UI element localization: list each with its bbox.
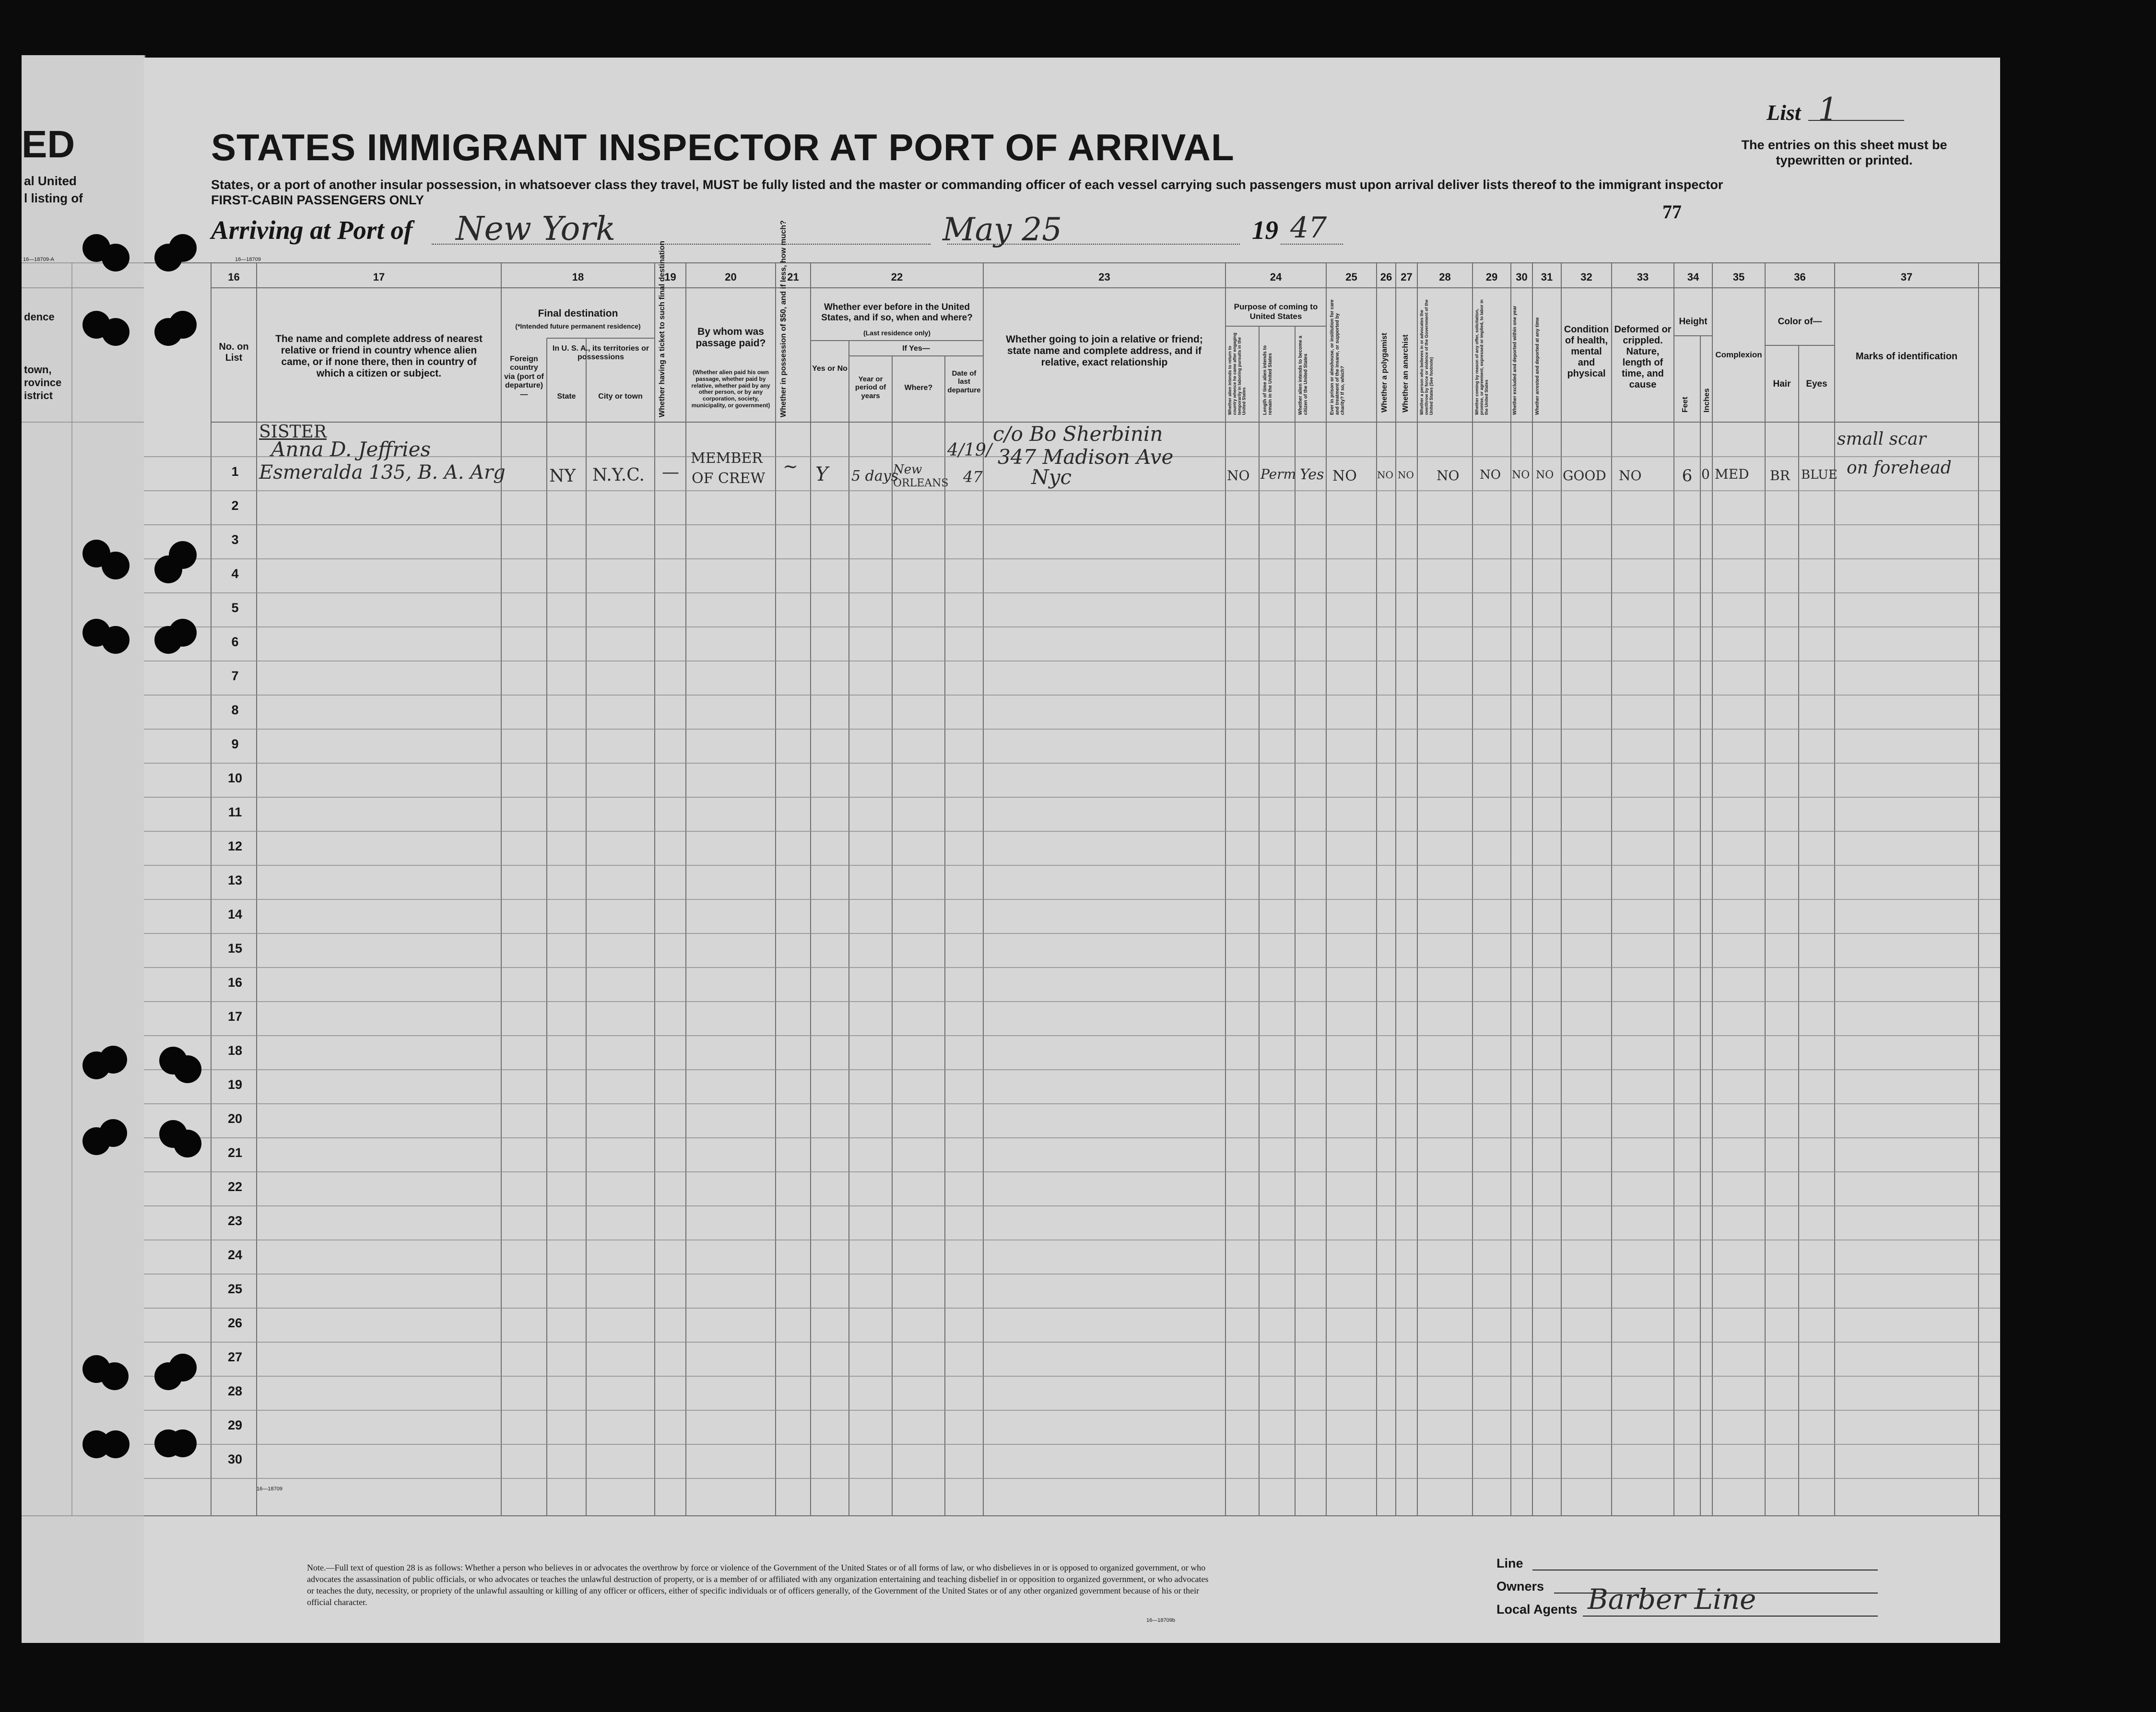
row-number: 10 [227, 771, 243, 785]
punch-hole [169, 234, 197, 262]
list-label: List [1767, 100, 1801, 125]
row-number: 21 [227, 1145, 243, 1160]
row-number: 24 [227, 1248, 243, 1262]
entry-date-last-2: 47 [963, 468, 983, 486]
year-prefix: 19 [1252, 215, 1278, 245]
list-notice: The entries on this sheet must be typewritten or printed. [1741, 138, 1947, 167]
punch-hole [99, 1119, 127, 1147]
row-number: 8 [231, 703, 239, 717]
colnum-16: 16 [228, 271, 240, 283]
row-number: 29 [227, 1418, 243, 1432]
header-year-period: Year or period of years [855, 375, 886, 400]
entry-inches: 0 [1701, 466, 1710, 482]
footer-owners-label: Owners [1496, 1579, 1544, 1594]
entry-anarchist: NO [1398, 469, 1414, 481]
row-number: 9 [231, 737, 239, 751]
entry-join-1: c/o Bo Sherbinin [993, 422, 1163, 446]
header-deported: Whether arrested and deported at any time [1535, 317, 1540, 415]
colnum-17: 17 [373, 271, 385, 283]
form-number-bottom: 16—18709 [257, 1486, 283, 1492]
entry-eyes: BLUE [1801, 468, 1838, 482]
header-prison: Ever in prison or almshouse, or institution for care and treatment of the insane, or supported by charity? If so, which? [1330, 299, 1345, 415]
row-number: 2 [231, 498, 239, 513]
footer-line-label: Line [1496, 1556, 1523, 1570]
colnum-22: 22 [891, 271, 903, 283]
left-fragment-header-d: istrict [24, 390, 53, 401]
footer-agents-label: Local Agents [1496, 1602, 1578, 1617]
entry-date-last-1: 4/19/ [947, 440, 992, 460]
header-inches: Inches [1703, 388, 1711, 413]
entry-ticket: — [662, 462, 679, 482]
sheet-number: 77 [1662, 201, 1682, 223]
header-join-relative: Whether going to join a relative or friend; state name and complete address, and if relative, exact relationship [1006, 334, 1203, 368]
list-number: 1 [1818, 91, 1838, 128]
row-number: 30 [227, 1452, 243, 1466]
colnum-19: 19 [664, 271, 676, 283]
header-polygamist: Whether a polygamist [1380, 332, 1389, 413]
row-number: 15 [227, 941, 243, 956]
entry-length: Perm [1261, 466, 1296, 482]
left-fragment-header-c: rovince [24, 377, 62, 389]
header-advocate-overthrow: Whether a person who believes in or advocates the overthrow by force or violence of the Government of the United States (See footnote) [1419, 299, 1434, 415]
header-color-of: Color of— [1778, 317, 1822, 327]
punch-hole [169, 1354, 197, 1381]
header-if-yes: If Yes— [902, 344, 930, 353]
punch-hole [102, 626, 130, 654]
entry-relative-name: Anna D. Jeffries [271, 437, 431, 461]
row-number: 25 [227, 1282, 243, 1296]
colnum-29: 29 [1485, 271, 1498, 283]
footnote: Note.—Full text of question 28 is as follows: Whether a person who believes in or advocates the overthrow by force or violence of the Government of the United States or of all forms of law, or who disbelieves in or is opposed to organized government, or who advocates the assassination of public officials, or who advocates or teaches the unlawful destruction of property, or is a member of or affiliated with any organization entertaining and teaching disbelief in or opposition to organized government, or who advocates or teaches the duty, necessity, or propriety of the unlawful assaulting or killing of any officer or officers, either of specific individuals or of officers generally, of the Government of the United States or of any other organized government because of his or their official character. [307, 1563, 1209, 1607]
row-number: 3 [231, 532, 239, 547]
entry-paid-by-1: MEMBER [691, 450, 763, 467]
header-passage-paid-sub: (Whether alien paid his own passage, whether paid by relative, whether paid by any other person, or by any corporation, society, municipality, or government) [691, 369, 770, 409]
colnum-18: 18 [572, 271, 584, 283]
header-hair: Hair [1773, 379, 1791, 389]
punch-hole [102, 1430, 130, 1458]
colnum-34: 34 [1687, 271, 1699, 283]
header-anarchist: Whether an anarchist [1402, 334, 1410, 413]
row-number: 27 [227, 1350, 243, 1364]
header-length-of-stay: Length of time alien intends to remain in the United States [1262, 345, 1273, 415]
left-fragment-line-a: al United [24, 174, 77, 188]
date-handwritten: May 25 [943, 211, 1062, 248]
row-number: 7 [231, 669, 239, 683]
header-in-usa: In U. S. A., its territories or possessions [552, 344, 649, 362]
punch-hole [174, 1055, 201, 1083]
colnum-25: 25 [1345, 271, 1357, 283]
entry-join-3: Nyc [1031, 465, 1072, 489]
row-number: 28 [227, 1384, 243, 1398]
colnum-37: 37 [1900, 271, 1913, 283]
entry-money: ~ [783, 456, 798, 477]
row-number: 17 [227, 1009, 243, 1024]
header-date-departure: Date of last departure [947, 369, 981, 394]
form-first-cabin-line: FIRST-CABIN PASSENGERS ONLY [211, 193, 424, 207]
row-number: 22 [227, 1180, 243, 1194]
year-handwritten: 47 [1290, 211, 1327, 245]
entry-deported: NO [1536, 469, 1554, 481]
row-number: 5 [231, 601, 239, 615]
punch-hole [102, 244, 130, 272]
entry-deformed: NO [1619, 468, 1642, 484]
header-height: Height [1679, 317, 1708, 327]
row-number: 16 [227, 975, 243, 990]
entry-citizen: Yes [1300, 466, 1324, 483]
header-excluded: Whether excluded and deported within one year [1512, 306, 1518, 415]
entry-paid-by-2: OF CREW [692, 470, 766, 487]
header-state: State [557, 392, 576, 401]
punch-hole [102, 552, 130, 579]
row-number: 19 [227, 1077, 243, 1092]
punch-hole [174, 1130, 201, 1157]
header-eyes: Eyes [1806, 379, 1827, 389]
entry-return: NO [1227, 468, 1250, 484]
header-final-destination: Final destination [538, 308, 618, 319]
header-ever-before-sub: (Last residence only) [863, 329, 931, 337]
left-form-number: 16—18709-A [23, 257, 54, 262]
left-fragment-header-a: dence [24, 311, 55, 323]
form-number-note: 16—18709b [1146, 1618, 1175, 1623]
header-final-destination-sub: (*Intended future permanent residence) [515, 322, 641, 330]
colnum-27: 27 [1401, 271, 1413, 283]
colnum-30: 30 [1516, 271, 1528, 283]
punch-hole [99, 1046, 127, 1074]
header-fifty-dollars: Whether in possession of $50, and if less, how much? [779, 220, 788, 417]
row-number: 18 [227, 1043, 243, 1058]
punch-hole [101, 1362, 129, 1390]
entry-where-1: New [893, 462, 922, 477]
entry-relative-address: Esmeralda 135, B. A. Arg [259, 461, 506, 484]
header-ticket: Whether having a ticket to such final destination [658, 240, 666, 417]
row-number: 26 [227, 1316, 243, 1330]
punch-hole [169, 541, 197, 569]
header-yes-no: Yes or No [812, 365, 848, 373]
header-purpose: Purpose of coming to United States [1234, 302, 1318, 321]
colnum-31: 31 [1541, 271, 1553, 283]
entry-state: NY [549, 466, 576, 486]
colnum-24: 24 [1270, 271, 1282, 283]
header-complexion: Complexion [1715, 350, 1762, 359]
entry-city: N.Y.C. [592, 465, 645, 485]
header-labor-offer: Whether coming by reason of any offer, solicitation, promise, or agreement, expressed or implied, to labor in the United States [1474, 299, 1489, 415]
entry-marks-2: on forehead [1847, 458, 1952, 478]
entry-hair: BR [1770, 468, 1790, 484]
form-title: STATES IMMIGRANT INSPECTOR AT PORT OF ARRIVAL [211, 126, 1235, 168]
header-health: Condition of health, mental and physical [1564, 324, 1609, 379]
header-where: Where? [904, 384, 933, 392]
arriving-label: Arriving at Port of [211, 215, 413, 245]
header-return-intent: Whether alien intends to return to country whence he came after engaging temporarily in laboring pursuits in the United States [1227, 332, 1247, 415]
punch-hole [102, 318, 130, 346]
entry-marks-1: small scar [1837, 429, 1926, 449]
row-number: 1 [231, 464, 239, 479]
colnum-33: 33 [1637, 271, 1649, 283]
colnum-32: 32 [1580, 271, 1592, 283]
entry-feet: 6 [1682, 466, 1693, 485]
colnum-23: 23 [1098, 271, 1110, 283]
colnum-26: 26 [1380, 271, 1392, 283]
header-foreign-country: Foreign country via (port of departure)— [504, 355, 544, 399]
colnum-35: 35 [1732, 271, 1745, 283]
entry-ever-before: Y [815, 463, 828, 485]
colnum-20: 20 [725, 271, 737, 283]
punch-hole [169, 311, 197, 339]
colnum-36: 36 [1794, 271, 1806, 283]
left-fragment-header-b: town, [24, 364, 52, 376]
form-instruction-line: States, or a port of another insular possession, in whatsoever class they travel, MUST be fully listed and the master or commanding officer of each vessel carrying such passengers must upon arrival deliver lists thereof to the immigrant inspector [211, 177, 1723, 192]
entry-excluded: NO [1512, 469, 1530, 481]
header-ever-before: Whether ever before in the United States, and if so, when and where? [821, 302, 973, 323]
header-passage-paid: By whom was passage paid? [695, 326, 766, 349]
entry-health: GOOD [1563, 468, 1606, 484]
colnum-21: 21 [787, 271, 799, 283]
left-fragment-title: ED [22, 123, 75, 165]
row-number: 20 [227, 1111, 243, 1126]
header-no-on-list: No. on List [219, 342, 249, 363]
header-nearest-relative: The name and complete address of nearest relative or friend in country whence alien came, or if none there, then in country of which a citizen or subject. [275, 333, 483, 379]
row-number: 4 [231, 567, 239, 581]
row-number: 11 [228, 805, 242, 819]
header-citizen-intent: Whether alien intends to become a citizen of the United States [1298, 335, 1308, 415]
header-marks: Marks of identification [1855, 351, 1958, 362]
entry-advocate: NO [1437, 468, 1460, 484]
header-feet: Feet [1681, 397, 1689, 413]
form-number-top: 16—18709 [235, 257, 261, 262]
row-number: 12 [227, 839, 243, 853]
footer-agents-rule [1583, 1616, 1878, 1617]
entry-labor: NO [1480, 468, 1501, 482]
row-number: 14 [227, 907, 243, 921]
row-number: 6 [231, 635, 239, 649]
header-deformed: Deformed or crippled. Nature, length of time, and cause [1614, 324, 1672, 390]
row-number: 23 [227, 1214, 243, 1228]
entry-join-2: 347 Madison Ave [998, 445, 1174, 469]
punch-hole [169, 1429, 197, 1457]
colnum-28: 28 [1439, 271, 1451, 283]
left-fragment-line-b: l listing of [24, 191, 83, 205]
entry-prison: NO [1332, 468, 1357, 484]
row-number: 13 [227, 873, 243, 887]
entry-relation: SISTER [259, 422, 327, 442]
entry-where-2: ORLEANS [893, 477, 949, 489]
port-handwritten: New York [456, 210, 616, 248]
punch-hole [169, 619, 197, 647]
entry-polygamist: NO [1377, 469, 1393, 481]
header-city: City or town [598, 392, 643, 401]
entry-period: 5 days [851, 468, 899, 484]
entry-complexion: MED [1715, 466, 1749, 482]
footer-agents-value: Barber Line [1588, 1583, 1756, 1616]
